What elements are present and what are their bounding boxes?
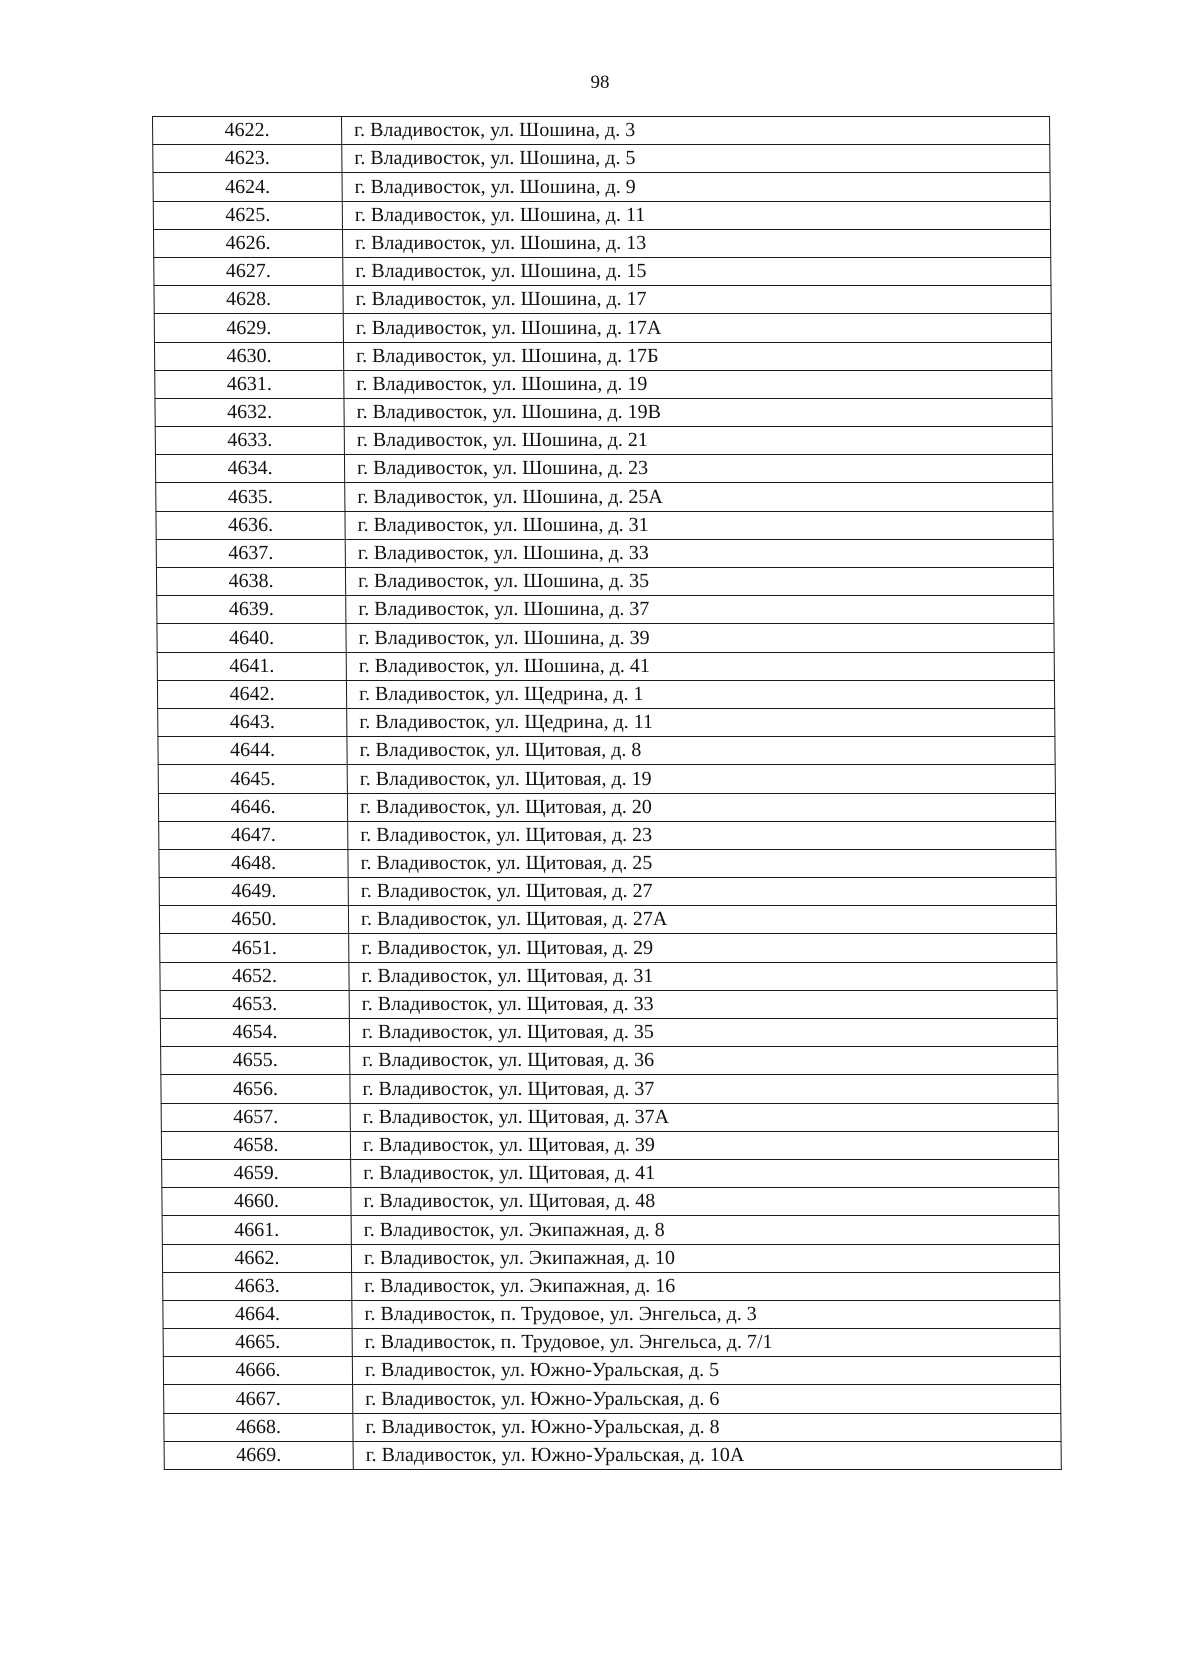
row-number: 4661.	[162, 1216, 351, 1244]
table-row	[161, 1103, 1058, 1131]
table-row	[160, 934, 1057, 962]
row-number: 4638.	[156, 568, 345, 596]
row-number: 4639.	[157, 596, 346, 624]
row-number: 4657.	[161, 1103, 350, 1131]
table-row	[158, 708, 1055, 736]
table-row	[163, 1300, 1060, 1328]
table-row	[153, 229, 1050, 257]
table-row	[163, 1329, 1060, 1357]
row-address: г. Владивосток, ул. Щитовая, д. 27	[348, 878, 1056, 906]
table-row	[153, 145, 1050, 173]
row-number: 4632.	[155, 398, 344, 426]
table-row	[162, 1188, 1059, 1216]
row-address: г. Владивосток, ул. Щитовая, д. 37А	[350, 1103, 1058, 1131]
row-number: 4648.	[159, 849, 348, 877]
row-number: 4652.	[160, 962, 349, 990]
table-row	[158, 765, 1055, 793]
row-address: г. Владивосток, ул. Шошина, д. 11	[342, 201, 1050, 229]
row-number: 4645.	[158, 765, 347, 793]
table-row	[164, 1441, 1061, 1469]
table-row	[158, 793, 1055, 821]
row-number: 4660.	[162, 1188, 351, 1216]
table-row	[153, 173, 1050, 201]
table-row	[157, 624, 1054, 652]
table-row	[159, 849, 1056, 877]
row-address: г. Владивосток, ул. Щедрина, д. 1	[346, 680, 1054, 708]
row-address: г. Владивосток, п. Трудовое, ул. Энгельса, д. 3	[352, 1300, 1060, 1328]
table-row	[164, 1413, 1061, 1441]
row-number: 4628.	[154, 286, 343, 314]
row-number: 4637.	[156, 539, 345, 567]
row-address: г. Владивосток, ул. Шошина, д. 33	[345, 539, 1053, 567]
row-address: г. Владивосток, ул. Шошина, д. 15	[343, 257, 1051, 285]
row-number: 4623.	[153, 145, 342, 173]
table-row	[156, 511, 1053, 539]
row-address: г. Владивосток, ул. Шошина, д. 35	[345, 568, 1053, 596]
table-row	[155, 455, 1052, 483]
table-row	[162, 1244, 1059, 1272]
row-number: 4649.	[159, 878, 348, 906]
table-row	[160, 1019, 1057, 1047]
row-address: г. Владивосток, ул. Шошина, д. 21	[344, 427, 1052, 455]
row-number: 4654.	[160, 1019, 349, 1047]
row-address: г. Владивосток, ул. Щитовая, д. 37	[350, 1075, 1058, 1103]
row-address: г. Владивосток, ул. Шошина, д. 3	[342, 117, 1050, 145]
row-number: 4664.	[163, 1300, 352, 1328]
row-number: 4669.	[164, 1441, 353, 1469]
table-row	[158, 737, 1055, 765]
row-number: 4667.	[164, 1385, 353, 1413]
table-row	[161, 1075, 1058, 1103]
row-number: 4633.	[155, 427, 344, 455]
table-row	[163, 1272, 1060, 1300]
table-row	[161, 1047, 1058, 1075]
row-address: г. Владивосток, ул. Щитовая, д. 41	[351, 1159, 1059, 1187]
table-row	[155, 427, 1052, 455]
row-address: г. Владивосток, ул. Шошина, д. 23	[344, 455, 1052, 483]
row-number: 4626.	[153, 229, 342, 257]
row-number: 4629.	[154, 314, 343, 342]
row-address: г. Владивосток, ул. Щитовая, д. 20	[347, 793, 1055, 821]
row-number: 4655.	[161, 1047, 350, 1075]
row-number: 4658.	[161, 1131, 350, 1159]
row-address: г. Владивосток, ул. Щитовая, д. 8	[347, 737, 1055, 765]
table-row	[162, 1159, 1059, 1187]
row-number: 4646.	[158, 793, 347, 821]
row-address: г. Владивосток, ул. Щитовая, д. 48	[351, 1188, 1059, 1216]
row-address: г. Владивосток, ул. Шошина, д. 5	[342, 145, 1050, 173]
table-row	[155, 398, 1052, 426]
row-address: г. Владивосток, ул. Шошина, д. 13	[342, 229, 1050, 257]
row-number: 4640.	[157, 624, 346, 652]
row-number: 4668.	[164, 1413, 353, 1441]
row-address: г. Владивосток, ул. Щитовая, д. 19	[347, 765, 1055, 793]
table-row	[153, 201, 1050, 229]
row-address: г. Владивосток, ул. Щитовая, д. 31	[349, 962, 1057, 990]
row-address: г. Владивосток, ул. Экипажная, д. 16	[352, 1272, 1060, 1300]
table-row	[159, 821, 1056, 849]
row-address: г. Владивосток, ул. Шошина, д. 25А	[345, 483, 1053, 511]
row-address: г. Владивосток, ул. Шошина, д. 39	[346, 624, 1054, 652]
row-address: г. Владивосток, ул. Шошина, д. 9	[342, 173, 1050, 201]
row-number: 4622.	[153, 117, 342, 145]
table-row	[157, 652, 1054, 680]
table-row	[156, 568, 1053, 596]
row-address: г. Владивосток, ул. Щитовая, д. 35	[349, 1019, 1057, 1047]
row-number: 4625.	[153, 201, 342, 229]
table-row	[156, 483, 1053, 511]
row-address: г. Владивосток, ул. Южно-Уральская, д. 5	[352, 1357, 1060, 1385]
row-number: 4631.	[155, 370, 344, 398]
row-address: г. Владивосток, ул. Щитовая, д. 27А	[348, 906, 1056, 934]
table-row	[153, 117, 1050, 145]
row-number: 4647.	[159, 821, 348, 849]
row-address: г. Владивосток, ул. Щитовая, д. 25	[348, 849, 1056, 877]
table-row	[154, 257, 1051, 285]
row-address: г. Владивосток, п. Трудовое, ул. Энгельса, д. 7/1	[352, 1329, 1060, 1357]
row-number: 4666.	[163, 1357, 352, 1385]
row-address: г. Владивосток, ул. Шошина, д. 19	[344, 370, 1052, 398]
row-number: 4659.	[162, 1159, 351, 1187]
row-number: 4656.	[161, 1075, 350, 1103]
table-row	[159, 906, 1056, 934]
row-number: 4653.	[160, 990, 349, 1018]
row-number: 4650.	[159, 906, 348, 934]
row-number: 4662.	[162, 1244, 351, 1272]
row-address: г. Владивосток, ул. Щитовая, д. 33	[349, 990, 1057, 1018]
row-number: 4624.	[153, 173, 342, 201]
row-number: 4663.	[163, 1272, 352, 1300]
row-address: г. Владивосток, ул. Экипажная, д. 8	[351, 1216, 1059, 1244]
row-address: г. Владивосток, ул. Шошина, д. 31	[345, 511, 1053, 539]
table-row	[154, 342, 1051, 370]
page-number: 98	[590, 72, 610, 93]
table-row	[162, 1216, 1059, 1244]
row-address: г. Владивосток, ул. Щедрина, д. 11	[347, 708, 1055, 736]
row-address: г. Владивосток, ул. Щитовая, д. 23	[348, 821, 1056, 849]
table-row	[154, 286, 1051, 314]
row-address: г. Владивосток, ул. Южно-Уральская, д. 10А	[353, 1441, 1061, 1469]
row-address: г. Владивосток, ул. Экипажная, д. 10	[351, 1244, 1059, 1272]
table-row	[164, 1385, 1061, 1413]
row-address: г. Владивосток, ул. Шошина, д. 17Б	[343, 342, 1051, 370]
row-address: г. Владивосток, ул. Щитовая, д. 29	[349, 934, 1057, 962]
row-address: г. Владивосток, ул. Шошина, д. 37	[346, 596, 1054, 624]
table-row	[163, 1357, 1060, 1385]
row-number: 4644.	[158, 737, 347, 765]
table-row	[157, 680, 1054, 708]
row-address: г. Владивосток, ул. Шошина, д. 17	[343, 286, 1051, 314]
row-number: 4627.	[154, 257, 343, 285]
table-row	[155, 370, 1052, 398]
table-row	[157, 596, 1054, 624]
row-number: 4651.	[160, 934, 349, 962]
table-row	[160, 990, 1057, 1018]
row-number: 4643.	[158, 708, 347, 736]
row-number: 4642.	[157, 680, 346, 708]
row-number: 4641.	[157, 652, 346, 680]
row-address: г. Владивосток, ул. Шошина, д. 17А	[343, 314, 1051, 342]
row-address: г. Владивосток, ул. Щитовая, д. 39	[350, 1131, 1058, 1159]
row-number: 4630.	[154, 342, 343, 370]
row-address: г. Владивосток, ул. Щитовая, д. 36	[350, 1047, 1058, 1075]
table-row	[159, 878, 1056, 906]
row-address: г. Владивосток, ул. Шошина, д. 19В	[344, 398, 1052, 426]
address-table-body	[153, 117, 1062, 1470]
row-number: 4665.	[163, 1329, 352, 1357]
row-number: 4634.	[155, 455, 344, 483]
row-address: г. Владивосток, ул. Шошина, д. 41	[346, 652, 1054, 680]
table-row	[160, 962, 1057, 990]
address-table	[152, 116, 1062, 1470]
row-number: 4635.	[156, 483, 345, 511]
row-address: г. Владивосток, ул. Южно-Уральская, д. 6	[353, 1385, 1061, 1413]
table-row	[156, 539, 1053, 567]
row-address: г. Владивосток, ул. Южно-Уральская, д. 8	[353, 1413, 1061, 1441]
table-row	[161, 1131, 1058, 1159]
table-row	[154, 314, 1051, 342]
row-number: 4636.	[156, 511, 345, 539]
